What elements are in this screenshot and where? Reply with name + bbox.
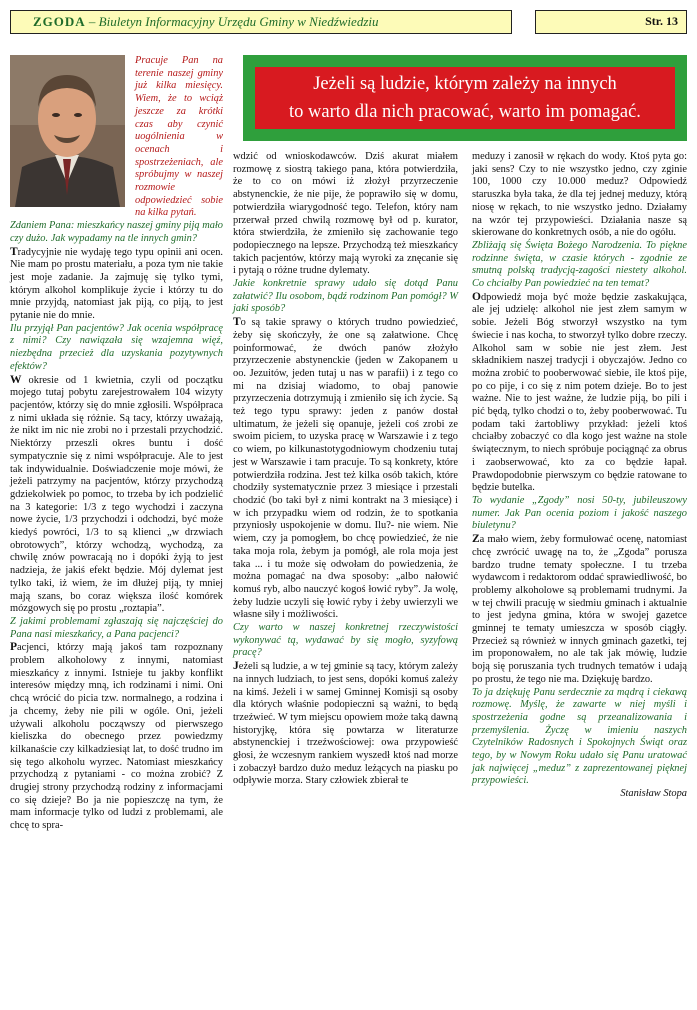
page-number-box bbox=[535, 10, 687, 34]
answer-paragraph bbox=[472, 533, 687, 686]
headline-banner bbox=[243, 55, 687, 141]
portrait-illustration bbox=[10, 55, 125, 207]
answer-initial: P bbox=[10, 641, 18, 654]
answer-initial: J bbox=[233, 660, 239, 673]
answer-initial: Z bbox=[472, 533, 480, 546]
header-dash: – bbox=[85, 14, 99, 29]
header-title-box bbox=[10, 10, 512, 34]
interviewee-photo bbox=[10, 55, 125, 207]
answer-text: okresie od 1 kwietnia, czyli od początku mojego tutaj pobytu zarejestrowałem 104 wizyty pacjentów, którzy się do mnie zgłosili. Współpraca z nimi układa się różnie. Są tacy, którzy uważają, że nikt im nic nie zrobi no i przestali przychodzić. Niektórzy przeszli okres buntu i dość sympatycznie się z nimi współpracuje. Ale to jest tak indywidualnie. Doświadczenie moje mówi, że jeżeli patrzymy na pacjentów, którzy przychodzą gdziekolwiek po pomoc, to trzeba by ich podzielić na 3 kategorie: 1/3 z tego wychodzi i zaczyna nowe życie, 1/3 przychodzi i odchodzi, być może kiedyś powróci, 1/3 to są klienci „w drzwiach obrotowych”, którzy wchodzą, wychodzą, za chwilę znów powracają no i dopóki żyją to jest nadzieja, że jakiś efekt będzie. Mój dylemat jest tylko taki, iż wiem, że im dłużej piją, ty mniej mają szans, bo coraz większa ilość komórek mózgowych się po prostu „roztapia”. bbox=[10, 374, 223, 615]
answer-initial: T bbox=[233, 316, 241, 329]
answer-initial: T bbox=[10, 245, 18, 258]
answer-initial: O bbox=[472, 290, 481, 303]
interview-intro: Pracuje Pan na terenie naszej gminy już kilka miesięcy. Wiem, że to wciąż jeszcze za krótki czas aby czynić uogólnienia w ocenach i spostrzeżeniach, ale spróbujmy w naszej rozmowie odpowiedzieć sobie na kilka pytań. bbox=[135, 55, 223, 219]
answer-paragraph bbox=[233, 660, 458, 788]
answer-paragraph bbox=[10, 374, 223, 616]
article-column-1 bbox=[10, 55, 223, 833]
answer-initial: W bbox=[10, 373, 22, 386]
closing-remark: To ja dziękuję Panu serdecznie za mądrą i ciekawą rozmowę. Myślę, że zawarte w niej myśli i spostrzeżenia godne są przeanalizowania i przemyślenia. Życzę w imieniu naszych Czytelników Radosnych i Spokojnych Świąt oraz tego, by w Nowym Roku udało się Panu uratować jak najwięcej „meduz” z zaprezentowanej pięknej przypowieści. bbox=[472, 686, 687, 787]
headline-banner-inner bbox=[255, 67, 675, 129]
question: Czy warto w naszej konkretnej rzeczywistości wykonywać tą, wydawać by się mogło, syzyfową pracę? bbox=[233, 622, 458, 659]
headline-line-2: to warto dla nich pracować, warto im pomagać. bbox=[289, 102, 641, 122]
question: To wydanie „Zgody” nosi 50-ty, jubileuszowy numer. Jak Pan ocenia poziom i jakość naszego biuletynu? bbox=[472, 494, 687, 532]
newsletter-name: ZGODA bbox=[33, 14, 86, 29]
answer-paragraph bbox=[10, 641, 223, 833]
question: Ilu przyjął Pan pacjentów? Jak ocenia współpracę z nimi? Czy nawiązała się wzajemna więź, niezbędna przecież dla uzyskania pozytywnych efektów? bbox=[10, 322, 223, 372]
question: Zdaniem Pana: mieszkańcy naszej gminy piją mało czy dużo. Jak wypadamy na tle innych gmin? bbox=[10, 220, 223, 244]
answer-paragraph bbox=[472, 291, 687, 495]
continued-paragraph: wdzić od wnioskodawców. Dziś akurat miałem rozmowę z siostrą takiego pana, która potwierdziła, że to co on mówi iż złożył przyrzeczenie abstynenckie, że nie pije, że poprawiło się w domu, potwierdziła wiarygodność tego. Telefon, który nam przerwał przed chwilą rozmowę był od p. kurator, która stwierdziła, że zmieniło się zachowanie tego podopiecznego na lepsze. Przychodzą też mieszkańcy takich pacjentów, którzy mają wyroki za znęcanie się i pytają o różne trudne dylematy. bbox=[233, 151, 458, 277]
article-column-3 bbox=[472, 151, 687, 801]
answer-paragraph bbox=[10, 246, 223, 323]
answer-text: o są takie sprawy o których trudno powiedzieć, żeby się skończyły, że one są załatwione. Chcę poinformować, że dwóch panów złożyło przyrzeczenie abstynenckie (jeden w Zakopanem u oo. Jezuitów, jeden tutaj u nas w parafii) i z tego co mi na dzisiaj wiadomo, to obaj panowie przyrzeczenia dotrzymują i zmieniło się ich życie. Są też tego typu sprawy: jeden z panów dostał ultimatum, że jeżeli się opanuje, jeżeli coś zrobi ze swoim piciem, to uzyska pracę w Warszawie i z tego co wiem, po kilkunastotygodniowym chodzeniu tutaj jest w Warszawie i tam pracuje. To są konkrety, które potwierdziła rodzina. Jest też kilka osób takich, które chodziły systematycznie przez 3 miesiące i przestali chodzić (bo taki był z nimi kontrakt na 3 miesiące) i w ich przypadku wiem od rodzin, że to spotkania przyniosły uspokojenie w domu. Ilu?- nie wiem. Nie wiem, czy ja pomogłem, bo chcę powiedzieć, że nie taka moja rola, żebym ja pomógł, ale rola moja jest taka ... i tu może się odwołam do powiedzenia, że można pomagać na dwa sposoby: „albo nałowić komuś ryb, albo nauczyć kogoś łowić ryby”. Ja wolę, żeby ludzie uczyli się łowić ryby i żeby uwierzyli we własne siły i możliwości. bbox=[233, 317, 458, 621]
question: Zbliżają się Święta Bożego Narodzenia. To piękne rodzinne święta, w czasie których - zgodnie ze smutną polską tradycją-zagości niestety alkohol. Co chciałby Pan powiedzieć na ten temat? bbox=[472, 239, 687, 290]
answer-paragraph bbox=[233, 316, 458, 622]
article-column-2 bbox=[233, 151, 458, 788]
continued-paragraph: meduzy i zanosił w rękach do wody. Ktoś pyta go: jaki sens? Czy to nie wszystko jedno, czy zginie 100, 1000 czy 10.000 meduz? Odpowiedź staruszka była taka, że dla tej jednej meduzy, którą niosę w rękach, to nie wszystko jedno. Działamy na wzór tej przypowieści. Działania nasze są skierowane do konkretnych osób, a nie do ogółu. bbox=[472, 151, 687, 239]
answer-text: a mało wiem, żeby formułować ocenę, natomiast chcę zwrócić uwagę na to, że „Zgoda” porusza bardzo trudne tematy społeczne. I tu trzeba wydawcom i redaktorom oddać sprawiedliwość, bo problemy alkoholowe są problemami trudnymi. Ja w tej chwili pracuję w siedmiu gminach i aktualnie to jest jedyna gmina, która w swojej gazetce gminnej te tematy umieszcza w sposób ciągły. Przecież są również w innych gminach gazetki, tej im proponowałem, no ale tak jak mówię, ludzie boją się poruszania tych trudnych tematów i udają po prostu, że tego nie ma. Dziękuję bardzo. bbox=[472, 534, 687, 685]
question: Jakie konkretnie sprawy udało się dotąd Panu załatwić? Ilu osobom, bądź rodzinom Pan pomógł? W jaki sposób? bbox=[233, 278, 458, 315]
answer-text: acjenci, którzy mają jakoś tam rozpoznany problem alkoholowy z innymi, natomiast mieszkańcy z innymi. Istnieje tu jakby konflikt interesów między mną, ich rodzinami i nimi. Oni chcą wrócić do picia tzw. normalnego, a rodzina i ja chcemy, żeby nie pili w ogóle. Oni, jeżeli używali alkoholu począwszy od pierwszego kieliszka do obecnego przez powiedzmy kilkanaście czy kilkadziesiąt lat, to dość trudno im się tego alkoholu wyrzec. Natomiast mieszkańcy przychodzą z pytaniami - co można zrobić? Z drugiej strony przychodzą rodziny z informacjami co się dzieje? Bo ja nie popieszczę na tym, że mam informacje tylko od ludzi z problemami, ale chcę to spra- bbox=[10, 642, 223, 832]
answer-text: dpowiedź moja być może będzie zaskakująca, ale jej udzielę: alkohol nie jest złem samym w sobie. Jeżeli Bóg stworzył wszystko na tym świecie i nas kocha, to stworzył tylko dobre rzeczy. Alkohol sam w sobie nie jest złem. Jest składnikiem naszej tradycji i obyczajów. Jedno co można zrobić to pooberwować siebie, ile ktoś pije, po co pije, i co się z nim potem dzieje. Bo to jest ważne. Nie to jest ważne, że ludzie piją, bo pili i pić będą, tylko chodzi o to, żeby pooberwować. Tu podam taki żartobliwy przykład: jeżeli ktoś chciałby zobaczyć co dla kogo jest ważne na stole świątecznym, to niech spróbuje pociągnąć za obrus i zaobserwować, kto za co będzie łapał. Prawdopodobnie pierwszym co będzie ratowane to będzie butelka. bbox=[472, 291, 687, 494]
author-signature: Stanisław Stopa bbox=[620, 788, 687, 800]
page-number: Str. 13 bbox=[645, 14, 678, 28]
newsletter-subtitle: Biuletyn Informacyjny Urzędu Gminy w Niedźwiedziu bbox=[98, 14, 379, 29]
question: Z jakimi problemami zgłaszają się najczęściej do Pana nasi mieszkańcy, a Pana pacjenci? bbox=[10, 615, 223, 640]
answer-text: radycyjnie nie wydaję tego typu opinii ani ocen. Nie mam po prostu materiału, a poza tym nie takie jest moje zadanie. Ja zajmuję się tylko tymi, którym alkohol komplikuje życie i którzy tu do mnie przyjdą, natomiast jak piją, co piją, to jest pytanie nie do mnie. bbox=[10, 246, 223, 322]
answer-text: eżeli są ludzie, a w tej gminie są tacy, którym zależy na innych ludziach, to jest sens, dopóki komuś zależy na kimś. Jeżeli i w samej Gminnej Komisji są osoby dla których właśnie podopieczni są ważni, to będą trzeźwieć. W tym miejscu opowiem może taką dawną historyjkę, która się powtarza w literaturze abstynenckiej i trzeźwościowej: owa przypowieść głosi, że wczesnym rankiem wyszedł ktoś nad morze i zobaczył bardzo dużo meduz leżących na piasku po odpływie morza. Stary człowiek zbierał te bbox=[233, 661, 458, 787]
headline-line-1: Jeżeli są ludzie, którym zależy na innych bbox=[313, 74, 617, 94]
